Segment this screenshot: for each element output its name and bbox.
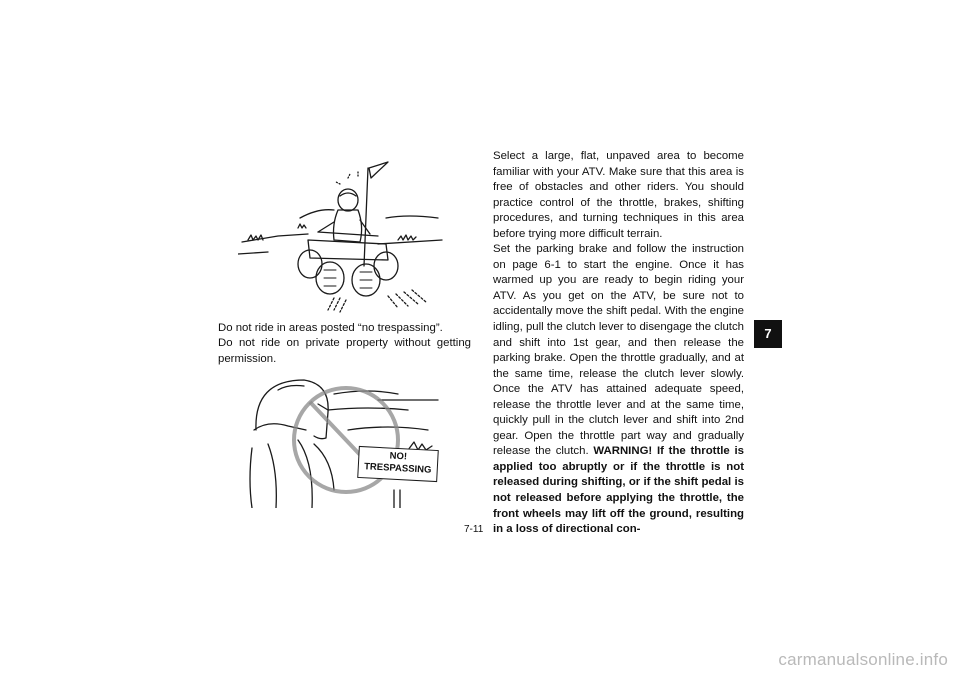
warning-text: WARNING! If the throttle is applied too abruptly or if the throttle is not released during shifting, or if the shift pedal is not released before applying the throttle, the front wheels may lift off the ground, resulting in a loss of directional con- [493,445,744,536]
caption [218,321,471,367]
atv-rider-illustration [238,148,446,316]
body-text [493,149,744,538]
paragraph-2-text: Set the parking brake and follow the instruction on page 6-1 to start the engine. Once it has warmed up you are ready to begin riding your ATV. As you get on the ATV, be sure not to accidentally move the shift pedal. With the engine idling, pull the clutch lever to disengage the clutch and shift into 1st gear, and then release the parking brake. Open the throttle gradually, and at the same time, release the clutch lever slowly. Once the ATV has attained adequate speed, release the throttle lever and at the same time, quickly pull in the clutch lever and shift into 2nd gear. Open the throttle part way and gradually release the clutch. [493,243,744,458]
sign-board [357,446,439,482]
caption-line-2: Do not ride on private property without getting permission. [218,337,471,365]
sign-line-1: NO! [389,450,408,463]
no-trespassing-sign-illustration [248,370,444,508]
watermark: carmanualsonline.info [778,650,948,669]
page-number: 7-11 [464,524,484,535]
prohibition-icon [248,370,444,508]
sign-line-2: TRESPASSING [363,461,432,476]
paragraph-1: Select a large, flat, unpaved area to become familiar with your ATV. Make sure that this area is free of obstacles and other riders. You should practice control of the throttle, brakes, shifting procedures, and turning techniques in this area before trying more difficult terrain. [493,150,744,240]
paragraph-2 [493,242,744,537]
chapter-tab: 7 [754,320,782,348]
caption-line-1: Do not ride in areas posted “no trespassing”. [218,322,443,334]
